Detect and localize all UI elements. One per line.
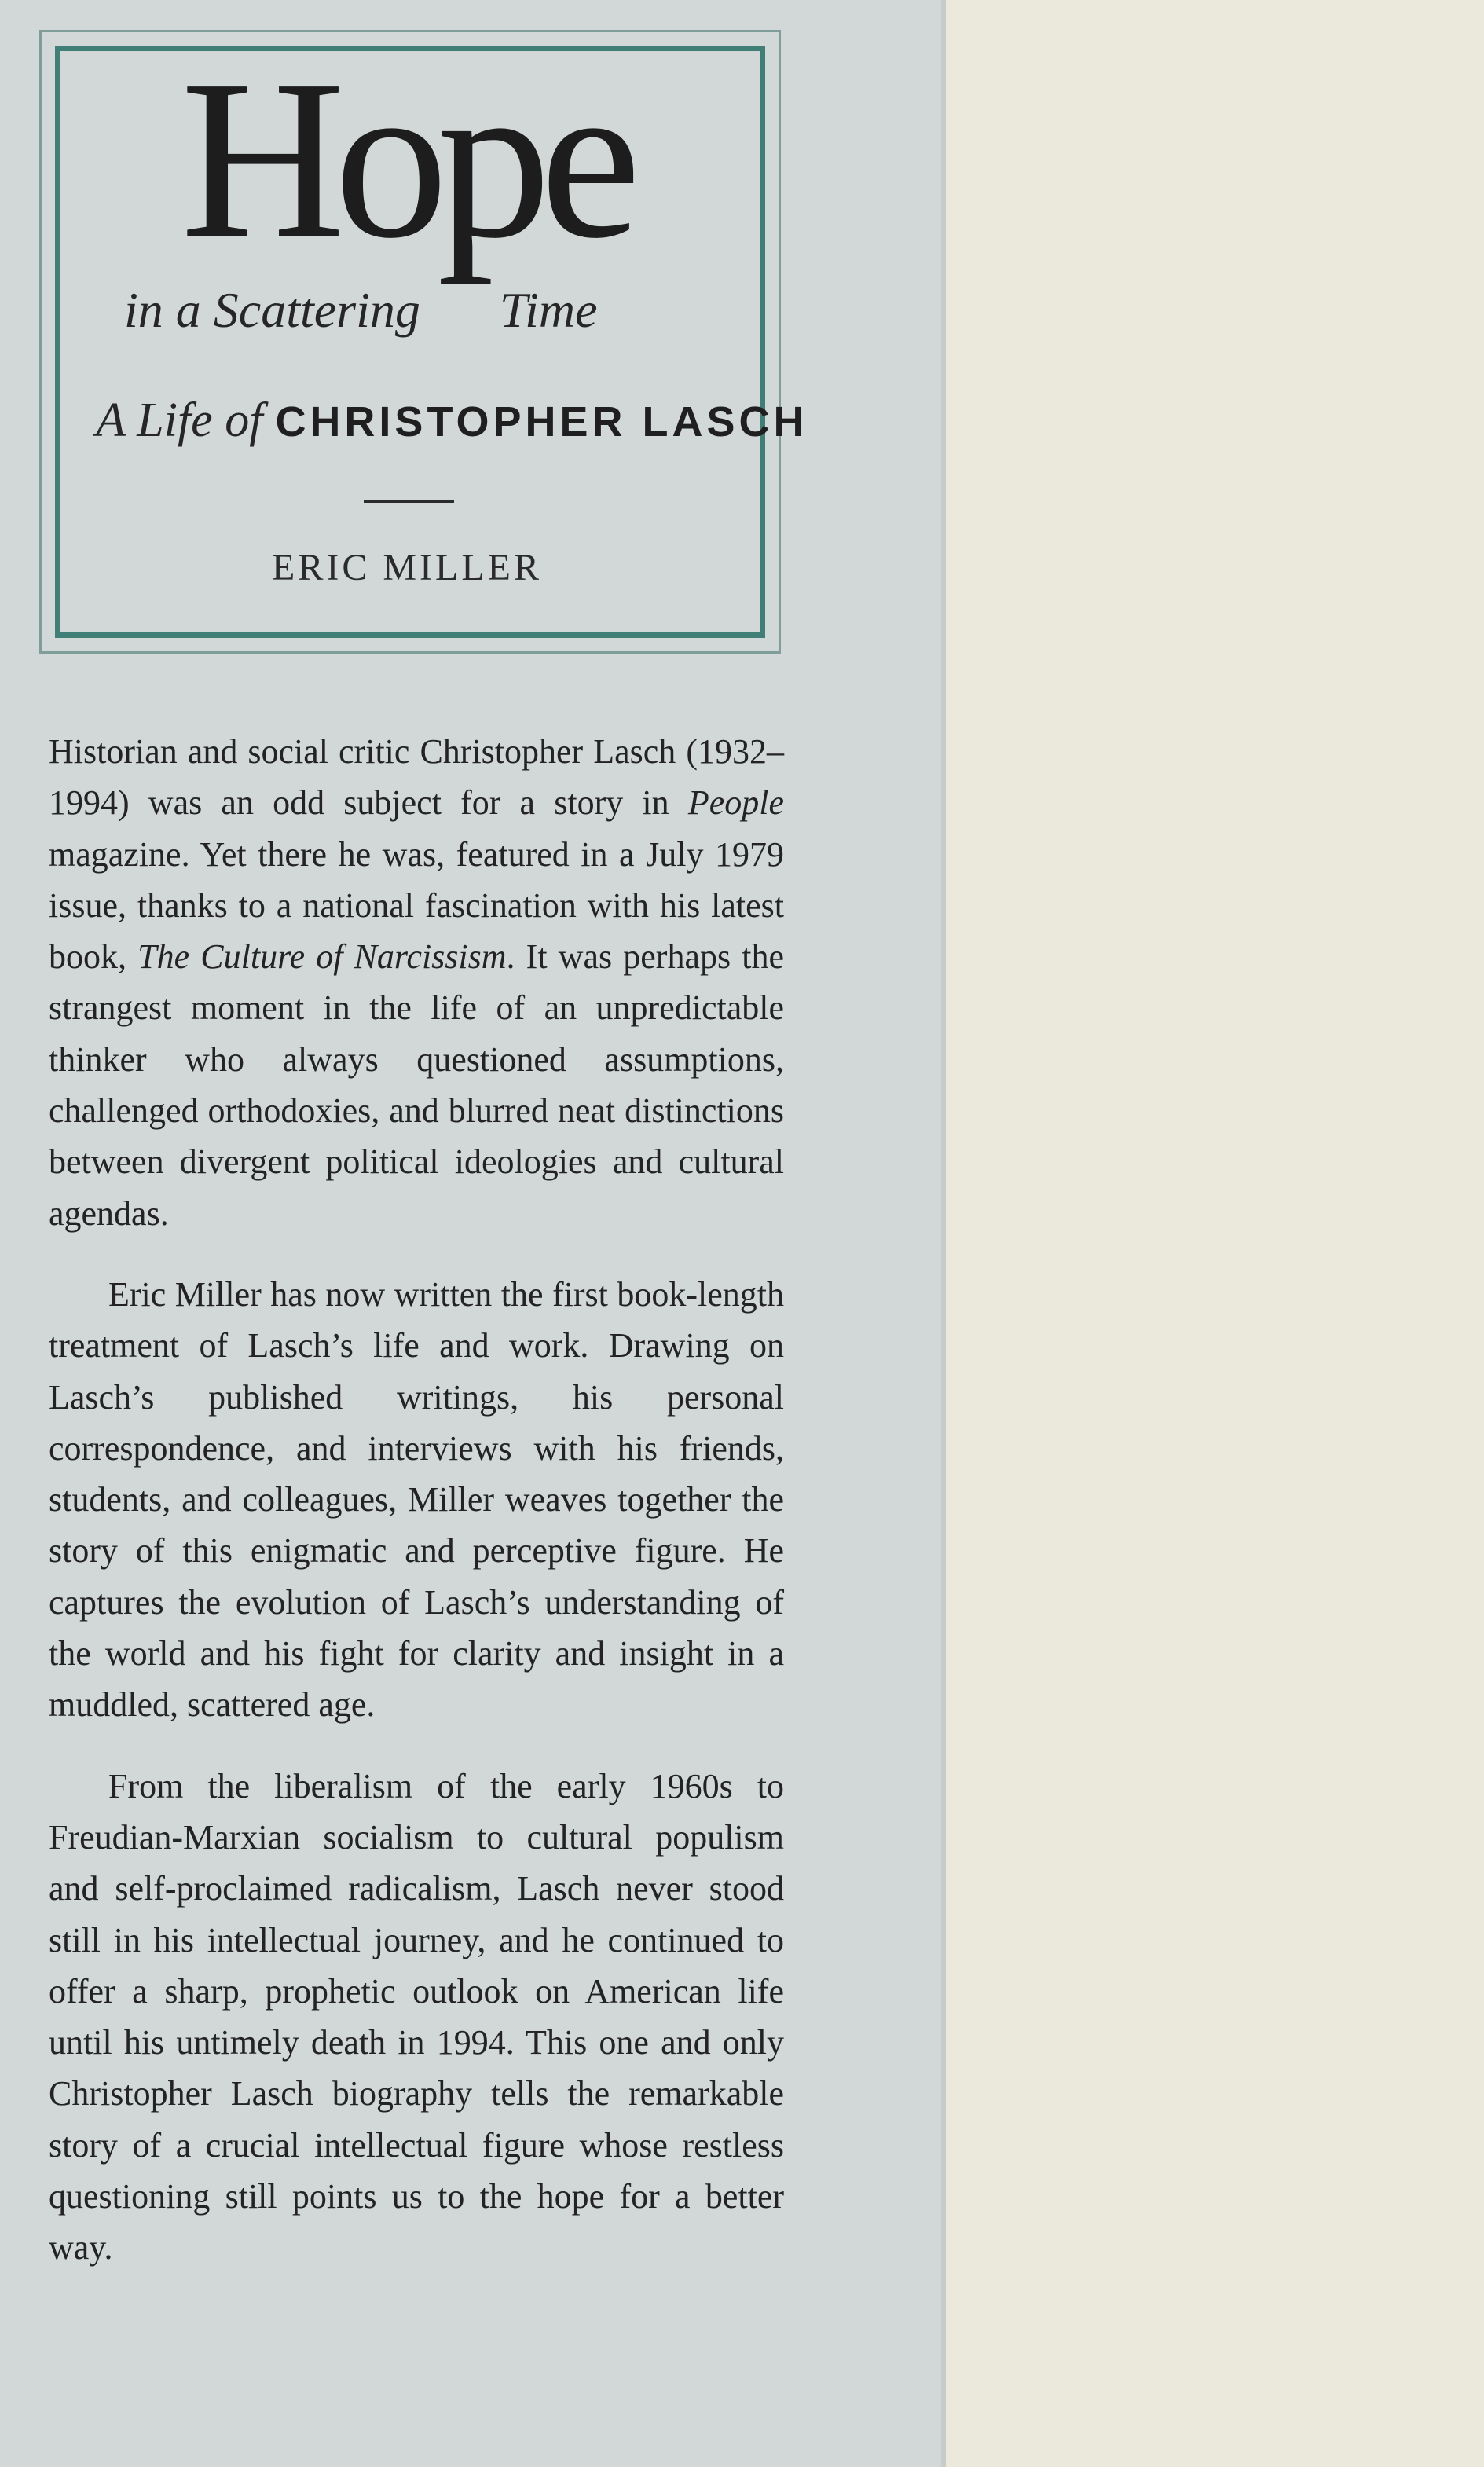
blurb-p1-text-b: magazine. Yet there he was, featured in a July 1979 issue, thanks to a national fascination with his latest book, bbox=[49, 834, 784, 977]
book-title-subtitle-right: Time bbox=[500, 282, 598, 338]
book-subtitle bbox=[96, 393, 808, 449]
author-name: ERIC MILLER bbox=[272, 547, 542, 588]
blurb-paragraph-2: Eric Miller has now written the first book-length treatment of Lasch’s life and work. Drawing on Lasch’s published writings, his personal correspondence, and interviews with his friends, students, and colleagues, Miller weaves together the story of this enigmatic and perceptive figure. He captures the evolution of Lasch’s understanding of the world and his fight for clarity and insight in a muddled, scattered age. bbox=[49, 1274, 784, 1725]
blurb-paragraph-3: From the liberalism of the early 1960s to Freudian-Marxian socialism to cultural populism and self-proclaimed radicalism, Lasch never stood still in his intellectual journey, and he continued to offer a sharp, prophetic outlook on American life until his untimely death in 1994. This one and only Christopher Lasch biography tells the remarkable story of a crucial intellectual figure whose restless questioning still points us to the hope for a better way. bbox=[49, 1766, 784, 2267]
blurb-p1-text-c: . It was perhaps the strangest moment in the life of an unpredictable thinker who always questioned assumptions, challenged orthodoxies, and blurred neat distinctions between divergent political ideologies and cultural agendas. bbox=[49, 937, 784, 1233]
jacket-blurb bbox=[49, 726, 784, 2274]
subtitle-subject-name: CHRISTOPHER LASCH bbox=[275, 398, 808, 445]
author-divider-rule bbox=[364, 500, 454, 503]
blurb-p1-italic-book-title: The Culture of Narcissism bbox=[137, 937, 507, 977]
blank-endpaper bbox=[946, 0, 1484, 2467]
subtitle-italic-part: A Life of bbox=[96, 394, 263, 447]
book-title-main: Hope bbox=[181, 33, 631, 285]
blurb-paragraph-1 bbox=[49, 726, 784, 1239]
blurb-p1-italic-people: People bbox=[687, 783, 784, 823]
blurb-p1-text-a: Historian and social critic Christopher Lasch (1932–1994) was an odd subject for a story in bbox=[49, 732, 784, 823]
book-title-subtitle-left: in a Scattering bbox=[124, 282, 420, 338]
